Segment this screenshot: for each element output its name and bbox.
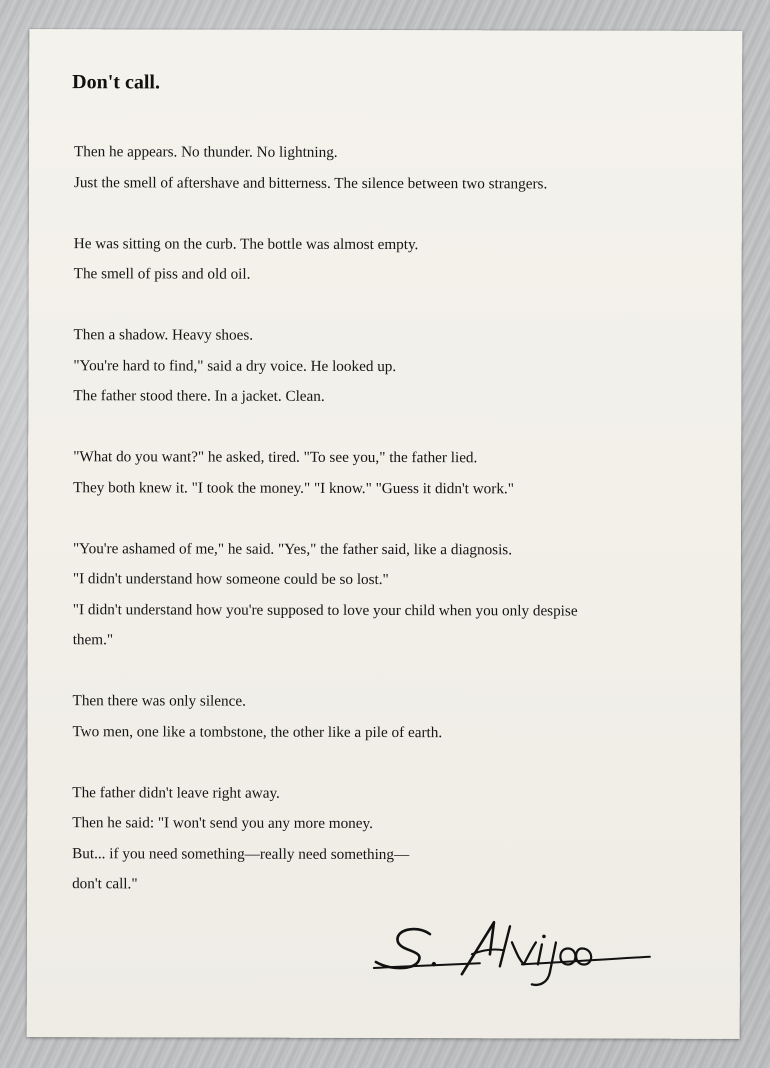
poem-line: don't call." <box>72 875 138 893</box>
poem-line: Then he said: "I won't send you any more money. <box>72 814 373 832</box>
poem-line: Then there was only silence. <box>72 692 246 710</box>
stanza <box>73 534 713 658</box>
poem-line: The father stood there. In a jacket. Clean. <box>73 387 325 405</box>
handwritten-signature <box>372 912 652 993</box>
stanza <box>74 229 714 292</box>
poem-line: Two men, one like a tombstone, the other like a pile of earth. <box>72 722 443 741</box>
poem-line: They both knew it. "I took the money." "I know." "Guess it didn't work." <box>73 478 514 497</box>
poem-line: them." <box>72 631 114 649</box>
poem-line: The father didn't leave right away. <box>72 783 280 802</box>
poem-line: He was sitting on the curb. The bottle was almost empty. <box>73 234 419 253</box>
poem-body <box>72 137 714 932</box>
stanza <box>72 778 712 902</box>
stanza <box>73 320 713 413</box>
poem-line: Then a shadow. Heavy shoes. <box>73 326 254 344</box>
stanza <box>74 137 714 200</box>
poem-line: The smell of piss and old oil. <box>73 265 251 283</box>
poem-line: But... if you need something—really need something— <box>72 844 410 863</box>
poem-line: "I didn't understand how someone could be so lost." <box>72 570 389 589</box>
poem-line: "You're hard to find," said a dry voice. He looked up. <box>73 356 397 375</box>
stanza <box>72 686 712 749</box>
stanza <box>73 442 713 505</box>
poem-line: "I didn't understand how you're supposed to love your child when you only despise <box>72 600 578 620</box>
poem-line: "You're ashamed of me," he said. "Yes," the father said, like a diagnosis. <box>72 539 513 558</box>
poem-line: "What do you want?" he asked, tired. "To see you," the father lied. <box>73 448 478 467</box>
paper-sheet <box>27 29 743 1039</box>
poem-line: Then he appears. No thunder. No lightning. <box>73 143 338 161</box>
document-title: Don't call. <box>72 71 160 94</box>
poem-line: Just the smell of aftershave and bitterness. The silence between two strangers. <box>73 173 548 192</box>
